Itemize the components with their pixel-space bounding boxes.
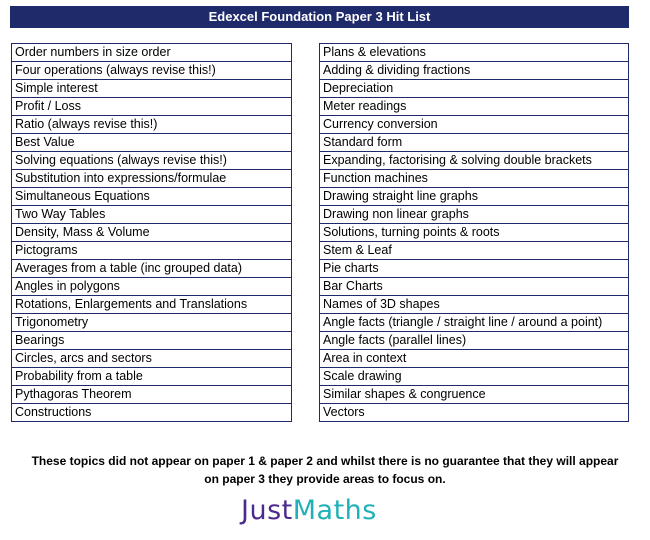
table-row xyxy=(320,170,629,188)
topic-cell: Angle facts (triangle / straight line / around a point) xyxy=(320,314,629,332)
topic-cell: Simultaneous Equations xyxy=(12,188,292,206)
topic-cell: Bar Charts xyxy=(320,278,629,296)
topic-cell: Drawing straight line graphs xyxy=(320,188,629,206)
logo-text-just: Just xyxy=(241,495,293,526)
table-row xyxy=(320,368,629,386)
table-row xyxy=(320,224,629,242)
table-row xyxy=(12,404,292,422)
topic-cell: Names of 3D shapes xyxy=(320,296,629,314)
topic-cell: Four operations (always revise this!) xyxy=(12,62,292,80)
table-row xyxy=(12,134,292,152)
table-row xyxy=(12,278,292,296)
table-row xyxy=(320,332,629,350)
table-row xyxy=(320,80,629,98)
topic-cell: Pictograms xyxy=(12,242,292,260)
topic-cell: Rotations, Enlargements and Translations xyxy=(12,296,292,314)
table-row xyxy=(12,80,292,98)
table-row xyxy=(12,332,292,350)
topic-cell: Best Value xyxy=(12,134,292,152)
topic-cell: Probability from a table xyxy=(12,368,292,386)
table-row xyxy=(12,314,292,332)
topic-cell: Standard form xyxy=(320,134,629,152)
table-row xyxy=(12,350,292,368)
table-row xyxy=(320,314,629,332)
topic-cell: Area in context xyxy=(320,350,629,368)
page-title: Edexcel Foundation Paper 3 Hit List xyxy=(10,6,629,28)
table-row xyxy=(320,134,629,152)
table-row xyxy=(12,152,292,170)
table-row xyxy=(12,44,292,62)
topic-cell: Scale drawing xyxy=(320,368,629,386)
table-row xyxy=(320,116,629,134)
table-row xyxy=(12,62,292,80)
topic-cell: Plans & elevations xyxy=(320,44,629,62)
footnote-line-2: on paper 3 they provide areas to focus on. xyxy=(204,472,446,486)
justmaths-logo xyxy=(241,494,377,528)
table-row xyxy=(320,44,629,62)
table-row xyxy=(12,188,292,206)
topic-cell: Similar shapes & congruence xyxy=(320,386,629,404)
topic-list-right xyxy=(320,44,629,422)
topic-cell: Bearings xyxy=(12,332,292,350)
topic-cell: Expanding, factorising & solving double brackets xyxy=(320,152,629,170)
table-row xyxy=(12,296,292,314)
topic-cell: Pythagoras Theorem xyxy=(12,386,292,404)
topic-cell: Angles in polygons xyxy=(12,278,292,296)
topic-cell: Order numbers in size order xyxy=(12,44,292,62)
table-row xyxy=(12,368,292,386)
table-row xyxy=(320,206,629,224)
logo-text-maths: Maths xyxy=(292,495,377,526)
topic-cell: Pie charts xyxy=(320,260,629,278)
table-row xyxy=(320,278,629,296)
topic-cell: Circles, arcs and sectors xyxy=(12,350,292,368)
topic-cell: Trigonometry xyxy=(12,314,292,332)
table-row xyxy=(320,350,629,368)
footnote xyxy=(12,452,638,488)
table-row xyxy=(320,296,629,314)
topic-cell: Adding & dividing fractions xyxy=(320,62,629,80)
table-row xyxy=(320,98,629,116)
topic-cell: Currency conversion xyxy=(320,116,629,134)
topic-cell: Two Way Tables xyxy=(12,206,292,224)
table-row xyxy=(320,242,629,260)
table-row xyxy=(12,386,292,404)
topic-cell: Stem & Leaf xyxy=(320,242,629,260)
table-row xyxy=(12,170,292,188)
table-row xyxy=(320,386,629,404)
topic-cell: Profit / Loss xyxy=(12,98,292,116)
topic-table-left xyxy=(11,43,292,422)
topic-cell: Density, Mass & Volume xyxy=(12,224,292,242)
topic-cell: Depreciation xyxy=(320,80,629,98)
table-row xyxy=(320,404,629,422)
footnote-line-1: These topics did not appear on paper 1 & paper 2 and whilst there is no guarantee that they will appear xyxy=(31,454,619,468)
topic-cell: Solutions, turning points & roots xyxy=(320,224,629,242)
table-row xyxy=(320,188,629,206)
table-row xyxy=(12,98,292,116)
topic-list-left xyxy=(12,44,292,422)
topic-cell: Solving equations (always revise this!) xyxy=(12,152,292,170)
table-row xyxy=(12,206,292,224)
topic-cell: Vectors xyxy=(320,404,629,422)
topic-cell: Meter readings xyxy=(320,98,629,116)
topic-cell: Ratio (always revise this!) xyxy=(12,116,292,134)
table-row xyxy=(12,116,292,134)
topic-cell: Averages from a table (inc grouped data) xyxy=(12,260,292,278)
topic-table-right xyxy=(319,43,629,422)
table-row xyxy=(320,62,629,80)
table-row xyxy=(12,242,292,260)
topic-cell: Substitution into expressions/formulae xyxy=(12,170,292,188)
topic-cell: Angle facts (parallel lines) xyxy=(320,332,629,350)
topic-cell: Simple interest xyxy=(12,80,292,98)
table-row xyxy=(12,224,292,242)
topic-cell: Drawing non linear graphs xyxy=(320,206,629,224)
topic-cell: Constructions xyxy=(12,404,292,422)
table-row xyxy=(12,260,292,278)
table-row xyxy=(320,260,629,278)
topic-cell: Function machines xyxy=(320,170,629,188)
table-row xyxy=(320,152,629,170)
